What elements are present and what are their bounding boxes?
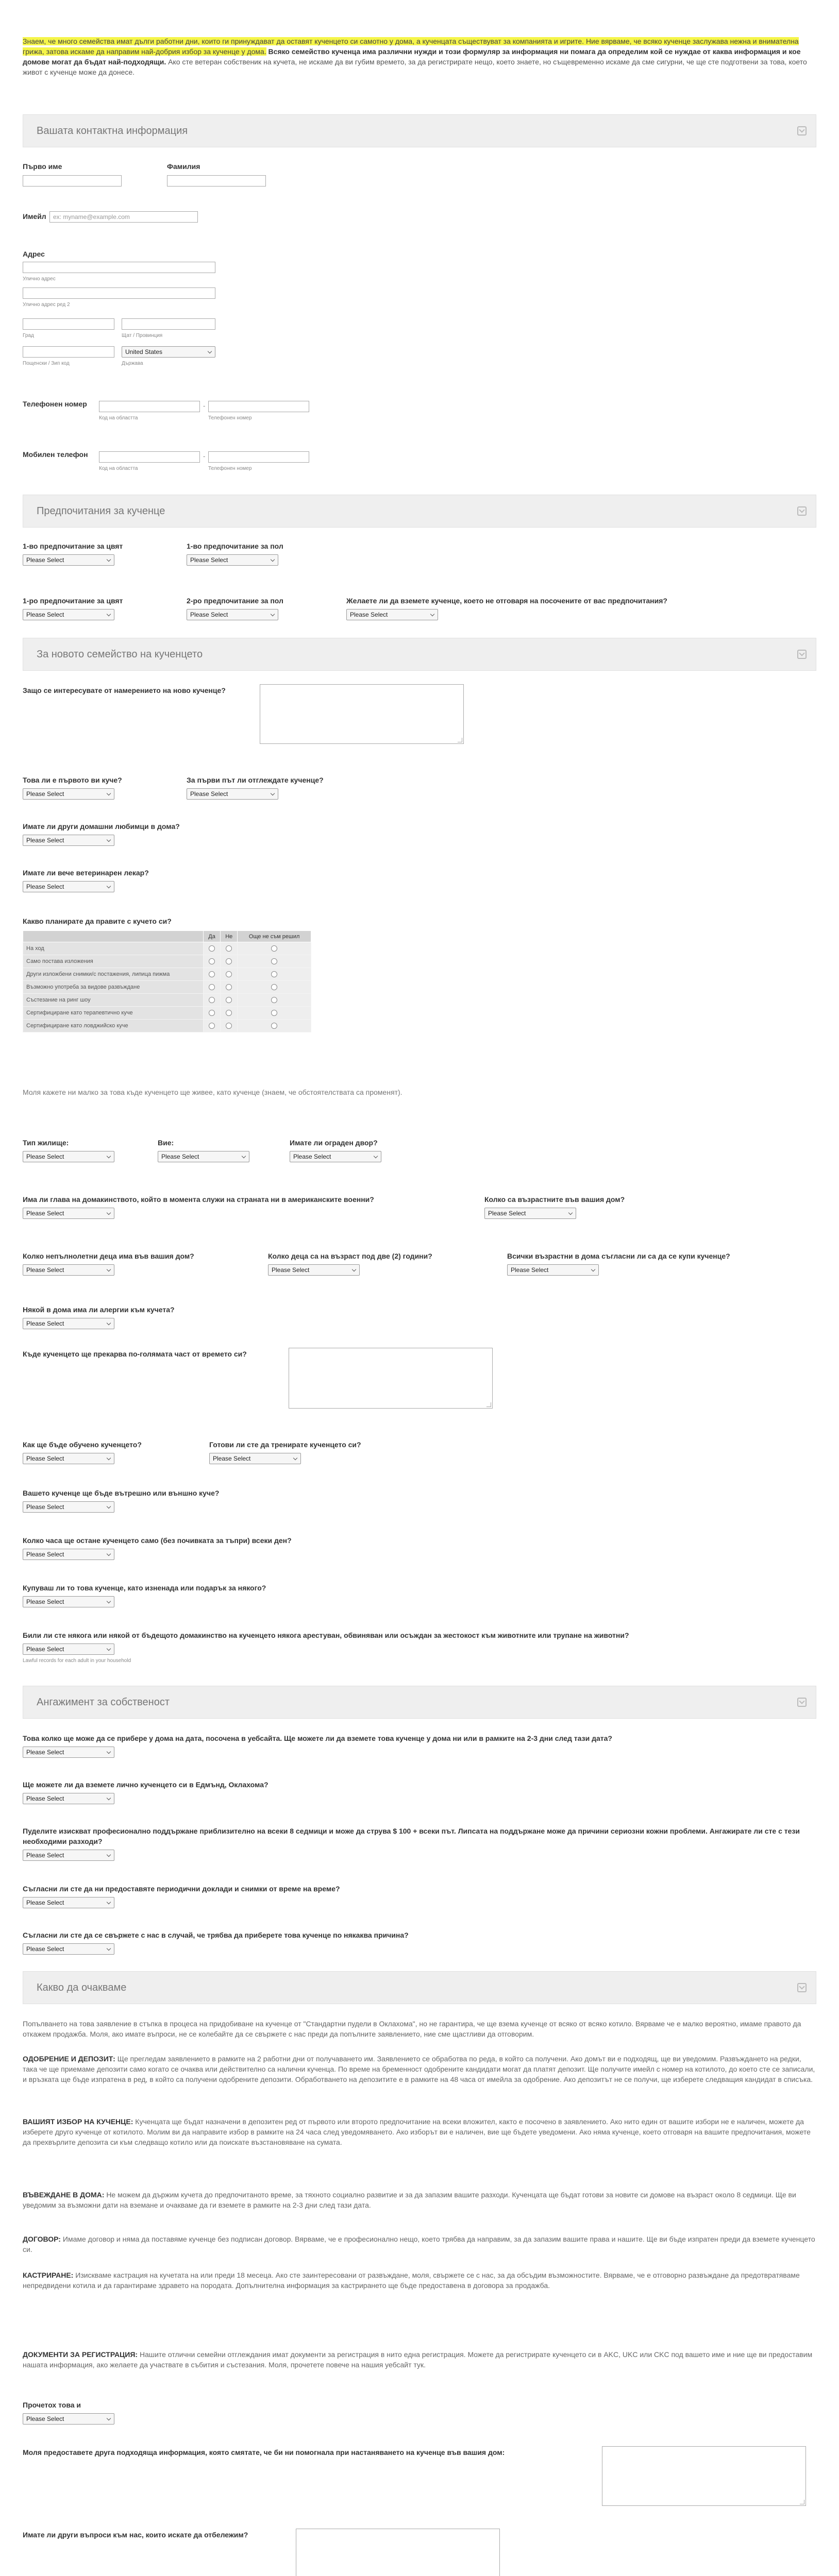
expect-spay [23, 2270, 816, 2291]
matrix-radio[interactable] [271, 997, 277, 1003]
matrix-radio[interactable] [209, 1023, 215, 1029]
choice-title: ВАШИЯТ ИЗБОР НА КУЧЕНЦЕ: [23, 2117, 133, 2126]
return-select[interactable]: Please Select [23, 1943, 114, 1955]
yard-label: Имате ли ограден двор? [290, 1139, 378, 1147]
ready-select[interactable]: Please Select [209, 1453, 301, 1464]
allergy-label: Някой в дома има ли алергии към кучета? [23, 1306, 175, 1314]
yard-select[interactable]: Please Select [290, 1151, 381, 1162]
last-name-label: Фамилия [167, 162, 200, 171]
phone-number-sub: Телефонен номер [208, 415, 252, 421]
mobile-number-sub: Телефонен номер [208, 466, 252, 471]
matrix-radio[interactable] [209, 958, 215, 964]
expect-choice [23, 2116, 816, 2147]
matrix-cell [221, 1020, 238, 1032]
read-select[interactable]: Please Select [23, 2413, 114, 2425]
choice-text: Кученцата ще бъдат назначени в депозитен ред от първото или второто предпочитание на всеки вложител, както е посочено в заявлението. Ако нито един от вашите избори не е наличен, можете да изберете друго кученце от котилото. Молим ви да направите избор в рамките на 24 часа след уведомяването. Ако изборът ви е наличен, вие ще бъдете уведомени. Ако няма кученце, което отговаря на вашите предпочитания, можете да прехвърлите депозита си към следващо котило или да поискате възстановяване на сумата. [23, 2117, 811, 2146]
matrix-col-no: Не [221, 931, 238, 942]
matrix-radio[interactable] [226, 997, 232, 1003]
gift-label: Купуваш ли то това кученце, като изненада или подарък за някого? [23, 1584, 266, 1592]
mobile-area-sub: Код на областта [99, 466, 138, 471]
expect-contract [23, 2234, 816, 2255]
train-select[interactable]: Please Select [23, 1453, 114, 1464]
matrix-radio[interactable] [226, 958, 232, 964]
return-label: Съгласни ли сте да се свържете с нас в случай, че трябва да приберете това кученце по някаква причина? [23, 1931, 409, 1939]
matrix-col-undecided: Още не съм решил [238, 931, 311, 942]
sex2-label: 2-ро предпочитание за пол [187, 597, 283, 605]
matrix-cell [204, 968, 221, 981]
matrix-row-label: На ход [23, 942, 204, 955]
section-title: Предпочитания за кученце [37, 505, 165, 517]
why-label: Защо се интересувате от намерението на ново кученце? [23, 686, 226, 694]
matrix-radio[interactable] [209, 971, 215, 977]
section-title: За новото семейство на кученцето [37, 649, 203, 660]
matrix-corner [23, 931, 204, 942]
alone-label: Колко часа ще остане кученцето само (без почивката за тъпри) всеки ден? [23, 1536, 292, 1545]
intro-bold: Всяко семейство кученца има различни нужди и този формуляр за информация ни помага да определим кой се нуждае от каква информация и кое домове могат да бъдат най-подходящи. [23, 47, 801, 66]
matrix-cell [204, 942, 221, 955]
matrix-cell [204, 1007, 221, 1020]
email-input[interactable]: ex: myname@example.com [49, 211, 198, 223]
visit-select[interactable]: Please Select [23, 1747, 114, 1758]
military-label: Има ли глава на домакинството, който в момента служи на страната ни в американските военни? [23, 1195, 374, 1204]
first-dog-label: Това ли е първото ви куче? [23, 776, 122, 784]
groom-select[interactable]: Please Select [23, 1850, 114, 1861]
pets-label: Имате ли други домашни любимци в дома? [23, 822, 180, 831]
mobile-area-input[interactable] [99, 451, 200, 463]
ready-label: Готови ли сте да тренирате кученцето си? [209, 1440, 361, 1449]
matrix-cell [238, 955, 311, 968]
phone-label: Телефонен номер [23, 400, 87, 408]
matrix-radio[interactable] [271, 1010, 277, 1016]
military-select[interactable]: Please Select [23, 1208, 114, 1219]
section-family[interactable] [23, 638, 816, 671]
mobile-number-input[interactable] [208, 451, 309, 463]
matrix-row-label: Възможно употреба за видове развъждане [23, 981, 204, 994]
daytime-label: Къде кученцето ще прекарва по-голямата част от времето си? [23, 1350, 247, 1358]
live-note: Моля кажете ни малко за това къде кученцето ще живее, като кученце (знаем, че обстоятелствата са променят). [23, 1088, 402, 1096]
spay-title: КАСТРИРАНЕ: [23, 2271, 74, 2279]
registration-title: ДОКУМЕНТИ ЗА РЕГИСТРАЦИЯ: [23, 2350, 138, 2359]
visit-label: Това колко ще може да се прибере у дома на дата, посочена в уебсайта. Ще можете ли да вземете това кученце у дома ни или в рамките на 2-3 дни след тази дата? [23, 1734, 612, 1742]
color2-label: 1-ро предпочитание за цвят [23, 597, 123, 605]
adults-select[interactable]: Please Select [484, 1208, 576, 1219]
indoor-label: Вашето кученце ще бъде вътрешно или външно куче? [23, 1489, 220, 1497]
toddlers-select[interactable]: Please Select [268, 1264, 360, 1276]
own-label: Вие: [158, 1139, 174, 1147]
matrix-row-label: Сертифициране като ловджийско куче [23, 1020, 204, 1032]
more-info-textarea[interactable] [602, 2446, 806, 2506]
matrix-radio[interactable] [226, 945, 232, 952]
minors-select[interactable]: Please Select [23, 1264, 114, 1276]
collapse-icon[interactable] [797, 650, 807, 659]
collapse-icon[interactable] [797, 506, 807, 516]
deposit-title: ОДОБРЕНИЕ И ДЕПОЗИТ: [23, 2055, 115, 2063]
pickup-select[interactable]: Please Select [23, 1793, 114, 1804]
matrix-cell [238, 981, 311, 994]
plan-label: Какво планирате да правите с кучето си? [23, 917, 172, 925]
phone-number-input[interactable] [208, 401, 309, 412]
agree-select[interactable]: Please Select [507, 1264, 599, 1276]
matrix-radio[interactable] [226, 971, 232, 977]
matrix-cell [221, 994, 238, 1007]
housing-label: Тип жилище: [23, 1139, 69, 1147]
pets-select[interactable]: Please Select [23, 835, 114, 846]
registration-text: Нашите отлични семейни отглеждания имат документи за регистрация в нито една регистрация. Можете да регистрирате кученцето си в AKC, UKC или CKC под вашето име и ние ще ви предоставим нашата информация, ако желаете да участвате в събития и състезания. Моля, прочетете повече на нашия уебсайт тук. [23, 2350, 813, 2369]
section-title: Ангажимент за собственост [37, 1697, 170, 1708]
housing-select[interactable]: Please Select [23, 1151, 114, 1162]
matrix-radio[interactable] [271, 945, 277, 952]
zip-input[interactable] [23, 346, 114, 358]
street2-input[interactable] [23, 287, 215, 299]
groom-label: Пуделите изискват професионално поддържане приблизително на всеки 8 седмици и може да струва $ 100 + всеки път. Липсата на поддържане може да причини сериозни кожни проблеми. Ангажирате ли сте с тези необходими разходи? [23, 1827, 800, 1845]
matrix-radio[interactable] [209, 984, 215, 990]
adults-label: Колко са възрастните във вашия дом? [484, 1195, 625, 1204]
phone-area-input[interactable] [99, 401, 200, 412]
toddlers-label: Колко деца са на възраст под две (2) години? [268, 1252, 432, 1260]
spay-text: Изискваме кастрация на кучетата на или преди 18 месеца. Ако сте заинтересовани от развъждане, моля, свържете се с нас, за да обсъдим възможностите. Вярваме, че е отговорно развъждане да предотвратяваме непредвидени котила и да гарантираме здравето на породата. Допълнителна информация за кастрирането ще бъде предоставена в договора за продажба. [23, 2271, 800, 2290]
matrix-cell [221, 968, 238, 981]
intro-rest: Ако сте ветеран собственик на кучета, не искаме да ви губим времето, за да регистрирате нещо, което знаете, но същевременно искаме да сме сигурни, че ще сте подготвени за това, което живот с кученце може да донесе. [23, 58, 807, 76]
color2-select[interactable]: Please Select [23, 609, 114, 620]
charged-label: Били ли сте някога или някой от бъдещото домакинство на кученцето някога арестуван, обвиняван или осъждан за жестокост към животните или трупане на животни? [23, 1631, 629, 1639]
minors-label: Колко непълнолетни деца има във вашия дом? [23, 1252, 194, 1260]
street1-sub: Улично адрес [23, 276, 56, 282]
first-name-input[interactable] [23, 175, 122, 187]
indoor-select[interactable]: Please Select [23, 1501, 114, 1513]
matrix-row [23, 1020, 311, 1032]
section-preferences[interactable] [23, 495, 816, 528]
matrix-row [23, 981, 311, 994]
agree-label: Всички възрастни в дома съгласни ли са да се купи кученце? [507, 1252, 730, 1260]
section-contact[interactable] [23, 114, 816, 147]
other-pref-label: Желаете ли да вземете кученце, което не отговаря на посочените от вас предпочитания? [346, 597, 667, 605]
plan-matrix [23, 930, 311, 1032]
section-title: Вашата контактна информация [37, 125, 188, 137]
more-info-label: Моля предоставете друга подходяща информация, която смятате, че би ни помогнала при настаняването на кученце във вашия дом: [23, 2448, 505, 2456]
city-input[interactable] [23, 318, 114, 330]
train-label: Как ще бъде обучено кученцето? [23, 1440, 142, 1449]
street2-sub: Улично адрес ред 2 [23, 302, 70, 308]
section-expect[interactable] [23, 1971, 816, 2004]
first-dog-select[interactable]: Please Select [23, 788, 114, 800]
matrix-radio[interactable] [226, 1010, 232, 1016]
charged-select[interactable]: Please Select [23, 1643, 114, 1655]
matrix-cell [221, 955, 238, 968]
daytime-textarea[interactable] [289, 1348, 493, 1409]
expect-registration [23, 2349, 816, 2370]
home-title: ВЪВЕЖДАНЕ В ДОМА: [23, 2191, 105, 2199]
matrix-cell [204, 994, 221, 1007]
matrix-radio[interactable] [209, 945, 215, 952]
first-train-label: За първи път ли отглеждате кученце? [187, 776, 324, 784]
collapse-icon[interactable] [797, 1983, 807, 1992]
matrix-radio[interactable] [271, 984, 277, 990]
intro-highlight: Знаем, че много семейства имат дълги работни дни, които ги принуждават да оставят кученцето си самотно у дома, а кученцата съществуват за компанията и игрите. Ние вярваме, че всяко кученце заслужава нежна и внимателна грижа, затова искаме да направим най-добрия избор за кученце у дома. [23, 37, 799, 56]
matrix-cell [221, 981, 238, 994]
alone-select[interactable]: Please Select [23, 1549, 114, 1560]
matrix-cell [238, 942, 311, 955]
allergy-select[interactable]: Please Select [23, 1318, 114, 1329]
section-title: Какво да очакваме [37, 1982, 127, 1993]
matrix-cell [221, 1007, 238, 1020]
matrix-row [23, 1007, 311, 1020]
expect-intro: Попълването на това заявление в стъпка в процеса на придобиване на кученце от "Стандартни пудели в Оклахома", но не гарантира, че ще взема кученце от всяко от всяко котило. Вярваме че е малко вероятно, имаме правото да откажем продажба. Моля, ако имате въпроси, не се колебайте да се свържете с нас преди да попълните заявлението, ние сме щастливи да отговорим. [23, 2020, 801, 2038]
home-text: Не можем да държим кучета до предпочитаното време, за тяхното социално развитие и за да запазим вашите разходи. Кученцата ще бъдат готови за новите си домове на възраст около 8 седмици. Ще ви уведомим за възможни дати на вземане и очакваме да ги вземете в рамките на 2-3 дни след тази дата. [23, 2191, 796, 2209]
matrix-radio[interactable] [271, 958, 277, 964]
address-label: Адрес [23, 250, 45, 258]
matrix-cell [204, 955, 221, 968]
deposit-text: Ще прегледам заявлението в рамките на 2 работни дни от получаването им. Заявлението се обработва по реда, в който са получени. Ако домът ви е подходящ, ще ви уведомим. Развъждането на редки, така че ще приемаме депозити само когато се очаква или действително са налични кученца. По време на бременност одобрените кандидати могат да платят депозит. Ще получите имейл с номер на котилото, до което сте се записали, и връзката ще бъде изпратена в ред, в който са получени одобрените депозити. Обработването на депозитите е в рамките на 48 часа от имейла за одобрение. Ако депозитът не се получи, ще изберете следващия кандидат в списъка. [23, 2055, 815, 2083]
color1-select[interactable]: Please Select [23, 554, 114, 566]
phone-dash: - [203, 402, 206, 410]
sex1-select[interactable]: Please Select [187, 554, 278, 566]
matrix-cell [204, 1020, 221, 1032]
questions-textarea[interactable] [296, 2529, 500, 2576]
first-name-label: Първо име [23, 162, 62, 171]
why-textarea[interactable] [260, 684, 464, 744]
street1-input[interactable] [23, 262, 215, 273]
vet-label: Имате ли вече ветеринарен лекар? [23, 869, 149, 877]
email-label: Имейл [23, 212, 46, 221]
matrix-cell [238, 994, 311, 1007]
matrix-col-yes: Да [204, 931, 221, 942]
matrix-cell [204, 981, 221, 994]
first-train-select[interactable]: Please Select [187, 788, 278, 800]
contract-title: ДОГОВОР: [23, 2235, 61, 2243]
matrix-row [23, 955, 311, 968]
matrix-row-label: Сертифициране като терапевтично куче [23, 1007, 204, 1020]
matrix-row [23, 942, 311, 955]
last-name-input[interactable] [167, 175, 266, 187]
phone-area-sub: Код на областта [99, 415, 138, 421]
updates-select[interactable]: Please Select [23, 1897, 114, 1908]
matrix-radio[interactable] [226, 1023, 232, 1029]
matrix-row-label: Състезание на ринг шоу [23, 994, 204, 1007]
collapse-icon[interactable] [797, 1698, 807, 1707]
vet-select[interactable]: Please Select [23, 881, 114, 892]
other-pref-select[interactable]: Please Select [346, 609, 438, 620]
sex1-label: 1-во предпочитание за пол [187, 542, 283, 550]
contract-text: Имаме договор и няма да поставяме кученце без подписан договор. Вярваме, че е професионално нещо, което трябва да направим, за да запазим вашите права и нашите. Ще ви бъде изпратен преди да вземете кученцето си. [23, 2235, 815, 2253]
zip-sub: Пощенски / Зип код [23, 361, 70, 366]
state-sub: Щат / Провинция [122, 333, 163, 338]
section-commitment[interactable] [23, 1686, 816, 1719]
country-select[interactable]: United States [122, 346, 215, 358]
matrix-radio[interactable] [271, 971, 277, 977]
state-input[interactable] [122, 318, 215, 330]
matrix-cell [238, 968, 311, 981]
read-label: Прочетох това и [23, 2401, 81, 2409]
collapse-icon[interactable] [797, 126, 807, 135]
matrix-cell [221, 942, 238, 955]
mobile-dash: - [203, 452, 206, 460]
questions-label: Имате ли други въпроси към нас, които искате да отбележим? [23, 2531, 248, 2539]
city-sub: Град [23, 333, 34, 338]
matrix-radio[interactable] [209, 1010, 215, 1016]
matrix-row-label: Други изложбени снимки/с постажения, липица пижма [23, 968, 204, 981]
pickup-label: Ще можете ли да вземете лично кученцето си в Едмънд, Оклахома? [23, 1781, 269, 1789]
matrix-row [23, 968, 311, 981]
matrix-radio[interactable] [226, 984, 232, 990]
matrix-radio[interactable] [271, 1023, 277, 1029]
matrix-row [23, 994, 311, 1007]
intro-text [23, 36, 816, 77]
color1-label: 1-во предпочитание за цвят [23, 542, 123, 550]
updates-label: Съгласни ли сте да ни предоставяте периодични доклади и снимки от време на време? [23, 1885, 340, 1893]
charged-sub: Lawful records for each adult in your household [23, 1658, 131, 1664]
own-select[interactable]: Please Select [158, 1151, 249, 1162]
expect-deposit [23, 2054, 816, 2084]
mobile-label: Мобилен телефон [23, 450, 88, 459]
matrix-cell [238, 1020, 311, 1032]
sex2-select[interactable]: Please Select [187, 609, 278, 620]
gift-select[interactable]: Please Select [23, 1596, 114, 1607]
matrix-row-label: Само постава изложения [23, 955, 204, 968]
matrix-cell [238, 1007, 311, 1020]
expect-home [23, 2190, 816, 2210]
country-sub: Държава [122, 361, 143, 366]
matrix-radio[interactable] [209, 997, 215, 1003]
